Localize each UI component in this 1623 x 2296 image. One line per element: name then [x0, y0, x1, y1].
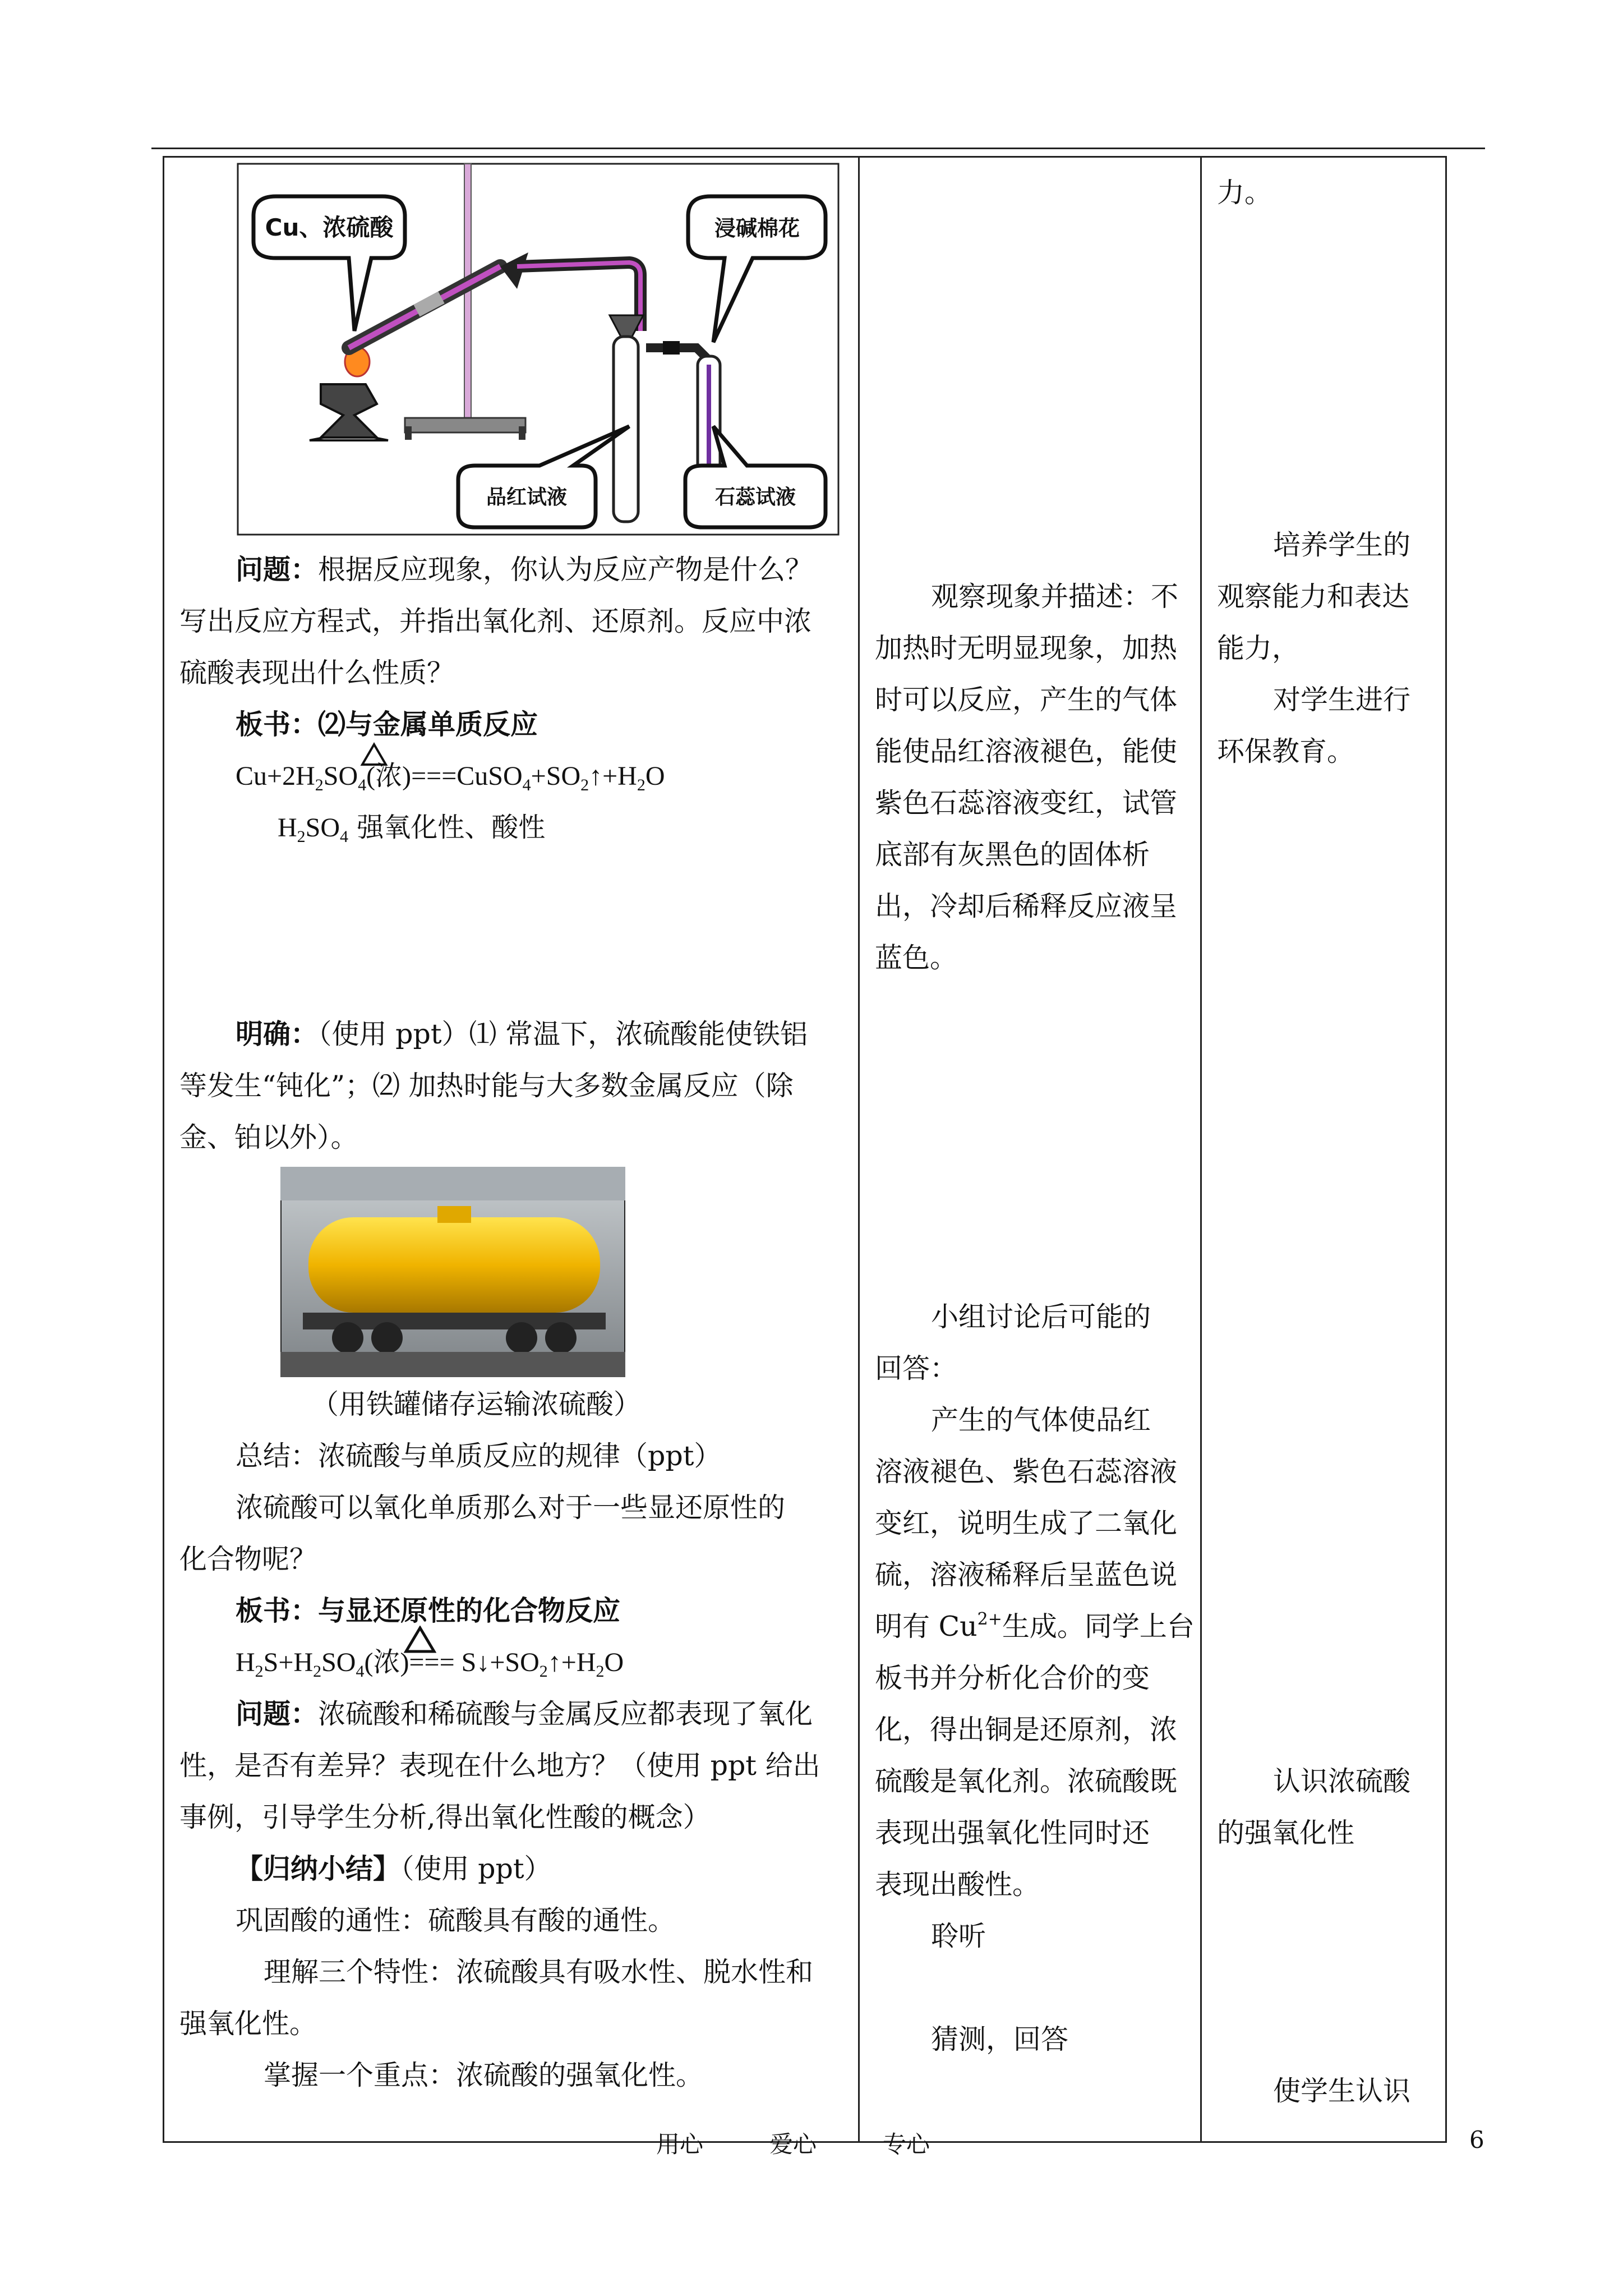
prop-part: 强氧化性、酸性: [348, 812, 546, 843]
label-litmus: 石蕊试液: [714, 486, 796, 509]
column-divider-2: [1200, 156, 1202, 2143]
aim1-line5: 环保教育。: [1217, 735, 1355, 767]
clarify-line3: 金、铂以外）。: [179, 1121, 358, 1153]
answer-line5: [875, 1601, 1195, 1652]
aim1-line4: 对学生进行: [1273, 684, 1411, 716]
prop-sub: 2: [297, 827, 306, 846]
aim2-line2: 的强氧化性: [1217, 1817, 1355, 1849]
conclusion-item-2b: 强氧化性。: [179, 2008, 317, 2040]
prop-part: SO: [305, 813, 340, 843]
summary-line: 总结：浓硫酸与单质反应的规律（ppt）: [236, 1440, 722, 1472]
aim2-line1: 认识浓硫酸: [1273, 1765, 1411, 1797]
eq1-part: SO: [323, 761, 358, 791]
aim-continuation: 力。: [1217, 177, 1272, 209]
answer-line7: 化，得出铜是还原剂，浓: [875, 1714, 1178, 1746]
answer5-sup: 2+: [977, 1609, 1002, 1629]
tank-car-photo: [280, 1167, 625, 1377]
eq1-part: +SO: [531, 761, 581, 791]
property-line: [278, 802, 545, 853]
eq2-sub: 2: [313, 1662, 322, 1681]
answer-line2: 溶液褪色、紫色石蕊溶液: [875, 1456, 1178, 1488]
eq1-sub: 4: [522, 776, 531, 794]
column-divider-1: [858, 156, 860, 2143]
conclusion-heading: [236, 1843, 552, 1894]
eq2-part: ↑+H: [547, 1648, 596, 1677]
question1-text: 根据反应现象，你认为反应产物是什么？: [318, 554, 813, 586]
aim3-line1: 使学生认识: [1273, 2075, 1411, 2107]
question1-line2: 写出反应方程式，并指出氧化剂、还原剂。反应中浓: [179, 605, 812, 637]
prop-sub: 4: [340, 827, 349, 846]
board1-heading: 板书：⑵与金属单质反应: [236, 708, 538, 740]
eq1-part: Cu+2H: [236, 761, 315, 791]
observation-line6: 底部有灰黑色的固体析: [875, 839, 1150, 871]
conclusion-item-2: 理解三个特性：浓硫酸具有吸水性、脱水性和: [264, 1956, 814, 1988]
eq1-part: (浓)===CuSO: [366, 761, 523, 791]
observation-line2: 加热时无明显现象，加热: [875, 632, 1178, 664]
listen-text: 聆听: [931, 1920, 986, 1952]
discussion-line1: 小组讨论后可能的: [931, 1301, 1151, 1333]
prop-part: H: [278, 813, 297, 843]
heat-triangle-icon: [360, 742, 388, 767]
question3-line1: [236, 1688, 813, 1740]
conclusion-item-3: 掌握一个重点：浓硫酸的强氧化性。: [264, 2059, 704, 2091]
clarify-head: 明确：: [236, 1018, 319, 1050]
question3-line2: 性，是否有差异？表现在什么地方？（使用 ppt 给出: [179, 1750, 820, 1782]
eq1-sub: 2: [580, 776, 589, 794]
photo-caption: （用铁罐储存运输浓硫酸）: [311, 1388, 642, 1420]
guess-text: 猜测，回答: [931, 2023, 1069, 2055]
answer-line8: 硫酸是氧化剂。浓硫酸既: [875, 1765, 1178, 1797]
lesson-table: [163, 156, 1447, 2143]
label-reactants: Cu、浓硫酸: [265, 214, 394, 241]
clarify-line1: [236, 1009, 808, 1060]
question3-line3: 事例，引导学生分析,得出氧化性酸的概念）: [179, 1801, 711, 1833]
question3-head: 问题：: [236, 1697, 319, 1730]
equation-copper: [236, 751, 665, 802]
question2-line2: 化合物呢？: [179, 1543, 317, 1575]
eq1-part: ↑+H: [589, 761, 637, 791]
label-cotton: 浸碱棉花: [714, 216, 800, 241]
board2-heading: 板书：与显还原性的化合物反应: [236, 1594, 621, 1627]
question1-head: 问题：: [236, 553, 319, 586]
answer-line4: 硫，溶液稀释后呈蓝色说: [875, 1559, 1178, 1591]
eq2-part: O: [604, 1648, 624, 1677]
question2-line1: 浓硫酸可以氧化单质那么对于一些显还原性的: [236, 1492, 786, 1524]
discussion-line2: 回答：: [875, 1352, 958, 1384]
footer-motto-2: 爱心: [769, 2131, 817, 2158]
observation-line4: 能使品红溶液褪色，能使: [875, 735, 1178, 767]
eq2-sub: 4: [356, 1662, 365, 1681]
answer-line9: 表现出强氧化性同时还: [875, 1817, 1150, 1849]
answer-line6: 板书并分析化合价的变: [875, 1662, 1150, 1694]
aim1-line2: 观察能力和表达: [1217, 581, 1410, 613]
question3-text: 浓硫酸和稀硫酸与金属反应都表现了氧化: [318, 1698, 813, 1730]
eq2-part: SO: [321, 1648, 356, 1677]
heat-triangle-icon: [404, 1626, 436, 1654]
observation-line3: 时可以反应，产生的气体: [875, 684, 1178, 716]
footer-motto-1: 用心: [656, 2131, 704, 2158]
answer-line1: 产生的气体使品红: [931, 1404, 1151, 1436]
label-magenta: 品红试液: [486, 486, 568, 509]
conclusion-tail: （使用 ppt）: [400, 1853, 552, 1885]
answer-line3: 变红，说明生成了二氧化: [875, 1507, 1178, 1539]
eq2-sub: 2: [539, 1662, 548, 1681]
answer5-part: 明有 Cu: [875, 1611, 978, 1642]
observation-line5: 紫色石蕊溶液变红，试管: [875, 787, 1178, 819]
header-rule: [151, 148, 1485, 149]
page-number: 6: [1469, 2126, 1484, 2154]
question1-line1: [236, 544, 813, 595]
eq2-part: S+H: [263, 1648, 313, 1677]
observation-line7: 出，冷却后稀释反应液呈: [875, 890, 1178, 922]
eq1-part: O: [645, 761, 665, 791]
question1-line3: 硫酸表现出什么性质？: [179, 657, 455, 689]
eq1-sub: 2: [315, 776, 324, 794]
conclusion-head: 【归纳小结】: [236, 1852, 401, 1885]
eq2-sub: 2: [255, 1662, 264, 1681]
footer-motto-3: 专心: [883, 2131, 930, 2158]
eq2-part: H: [236, 1648, 255, 1677]
conclusion-item-1: 巩固酸的通性：硫酸具有酸的通性。: [236, 1904, 676, 1936]
observation-line1: 观察现象并描述：不: [931, 581, 1179, 613]
aim1-line3: 能力，: [1217, 632, 1300, 664]
apparatus-diagram: [237, 163, 840, 536]
eq2-part: (浓)=== S↓+SO: [364, 1648, 540, 1677]
aim1-line1: 培养学生的: [1273, 529, 1411, 561]
eq2-sub: 2: [596, 1662, 605, 1681]
eq1-sub: 4: [358, 776, 367, 794]
eq1-sub: 2: [637, 776, 645, 794]
answer-line10: 表现出酸性。: [875, 1869, 1040, 1901]
clarify-text: （使用 ppt）⑴ 常温下，浓硫酸能使铁铝: [318, 1018, 808, 1050]
clarify-line2: 等发生“钝化”；⑵ 加热时能与大多数金属反应（除: [179, 1070, 794, 1102]
answer5-part: 生成。同学上台: [1002, 1611, 1195, 1642]
observation-line8: 蓝色。: [875, 942, 958, 974]
